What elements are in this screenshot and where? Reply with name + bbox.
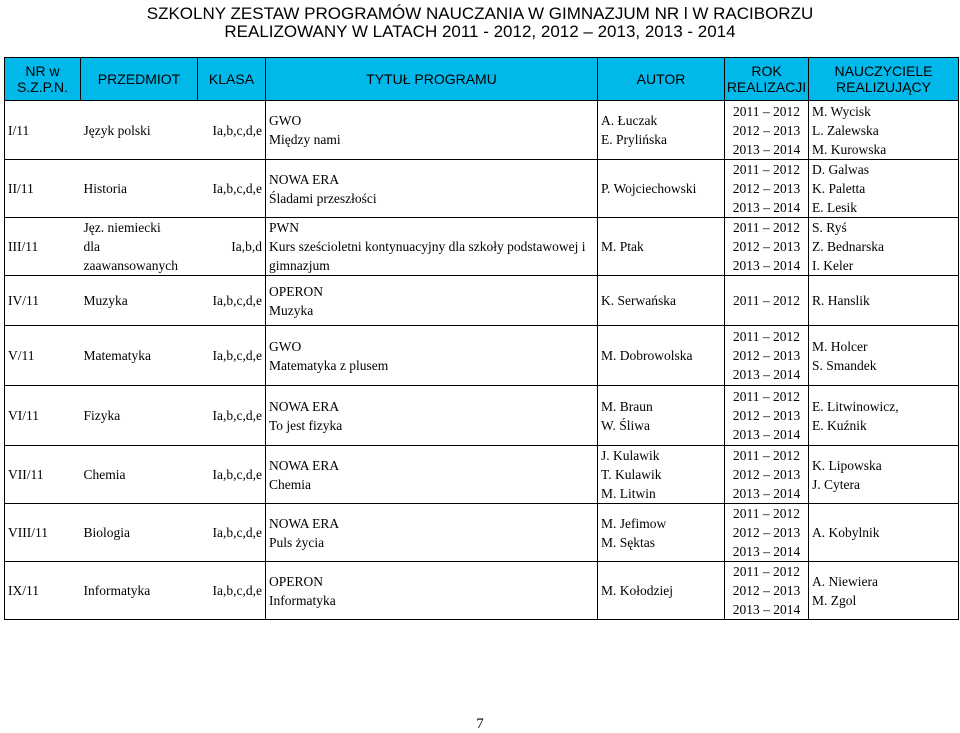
col-header-teachers: NAUCZYCIELE REALIZUJĄCY <box>809 58 959 101</box>
row-nr: III/11 <box>5 218 81 276</box>
row-subject: Informatyka <box>81 562 198 620</box>
col-header-rok: ROK REALIZACJI <box>725 58 809 101</box>
table-row <box>5 218 959 276</box>
row-years: 2011 – 2012 2012 – 2013 2013 – 2014 <box>725 446 809 504</box>
row-program-title: Muzyka <box>269 302 314 318</box>
table-row <box>5 562 959 620</box>
row-years: 2011 – 2012 2012 – 2013 2013 – 2014 <box>725 160 809 218</box>
row-teachers: M. Holcer S. Smandek <box>809 326 959 386</box>
row-program-publisher: OPERON <box>269 573 324 589</box>
row-program <box>266 276 598 326</box>
row-years: 2011 – 2012 2012 – 2013 2013 – 2014 <box>725 562 809 620</box>
row-teachers: A. Kobylnik <box>809 504 959 562</box>
row-author: M. Kołodziej <box>598 562 725 620</box>
row-teachers: K. Lipowska J. Cytera <box>809 446 959 504</box>
row-nr: VII/11 <box>5 446 81 504</box>
row-program-title: To jest fizyka <box>269 417 343 433</box>
row-program <box>266 326 598 386</box>
row-klasa: Ia,b,c,d,e <box>198 446 266 504</box>
row-nr: VIII/11 <box>5 504 81 562</box>
row-author: K. Serwańska <box>598 276 725 326</box>
row-program-title: Chemia <box>269 476 311 492</box>
row-teachers: D. Galwas K. Paletta E. Lesik <box>809 160 959 218</box>
row-klasa: Ia,b,c,d,e <box>198 276 266 326</box>
col-header-klasa: KLASA <box>198 58 266 101</box>
row-program <box>266 101 598 160</box>
row-author: M. Jefimow M. Sęktas <box>598 504 725 562</box>
row-program-title: Matematyka z plusem <box>269 357 389 373</box>
row-program-title: Puls życia <box>269 534 325 550</box>
row-subject: Język polski <box>81 101 198 160</box>
row-program <box>266 504 598 562</box>
row-years: 2011 – 2012 2012 – 2013 2013 – 2014 <box>725 386 809 446</box>
row-nr: VI/11 <box>5 386 81 446</box>
row-program <box>266 160 598 218</box>
row-program-title: Śladami przeszłości <box>269 190 377 206</box>
row-program-publisher: NOWA ERA <box>269 398 340 414</box>
row-author: A. Łuczak E. Prylińska <box>598 101 725 160</box>
row-klasa: Ia,b,c,d,e <box>198 160 266 218</box>
row-years: 2011 – 2012 <box>725 276 809 326</box>
row-teachers: R. Hanslik <box>809 276 959 326</box>
document-title-line-2: REALIZOWANY W LATACH 2011 - 2012, 2012 – 2013, 2013 - 2014 <box>224 22 736 41</box>
row-program-title: Informatyka <box>269 592 336 608</box>
table-row <box>5 101 959 160</box>
row-program-publisher: OPERON <box>269 283 324 299</box>
row-program-publisher: NOWA ERA <box>269 457 340 473</box>
table-header-row <box>5 58 959 101</box>
row-author: M. Ptak <box>598 218 725 276</box>
row-subject: Matematyka <box>81 326 198 386</box>
table-row <box>5 276 959 326</box>
row-nr: I/11 <box>5 101 81 160</box>
document-title-line-1: SZKOLNY ZESTAW PROGRAMÓW NAUCZANIA W GIMNAZJUM NR l W RACIBORZU <box>146 4 814 23</box>
table-row <box>5 160 959 218</box>
row-subject: Fizyka <box>81 386 198 446</box>
col-header-program: TYTUŁ PROGRAMU <box>266 58 598 101</box>
row-program-publisher: NOWA ERA <box>269 515 340 531</box>
row-years: 2011 – 2012 2012 – 2013 2013 – 2014 <box>725 504 809 562</box>
col-header-subject: PRZEDMIOT <box>81 58 198 101</box>
row-subject: Chemia <box>81 446 198 504</box>
row-nr: IV/11 <box>5 276 81 326</box>
row-klasa: Ia,b,c,d,e <box>198 101 266 160</box>
table-row <box>5 446 959 504</box>
row-nr: II/11 <box>5 160 81 218</box>
row-years: 2011 – 2012 2012 – 2013 2013 – 2014 <box>725 326 809 386</box>
table-row <box>5 504 959 562</box>
row-nr: IX/11 <box>5 562 81 620</box>
row-author: M. Dobrowolska <box>598 326 725 386</box>
row-author: J. Kulawik T. Kulawik M. Litwin <box>598 446 725 504</box>
row-author: P. Wojciechowski <box>598 160 725 218</box>
row-subject: Historia <box>81 160 198 218</box>
row-nr: V/11 <box>5 326 81 386</box>
curriculum-table <box>4 57 959 620</box>
row-teachers: M. Wycisk L. Zalewska M. Kurowska <box>809 101 959 160</box>
row-program <box>266 562 598 620</box>
row-program <box>266 218 598 276</box>
row-program-publisher: NOWA ERA <box>269 171 340 187</box>
row-program-publisher: PWN <box>269 220 299 235</box>
row-teachers: A. Niewiera M. Zgol <box>809 562 959 620</box>
row-program <box>266 386 598 446</box>
row-program-publisher: GWO <box>269 113 302 128</box>
row-program-title: Kurs sześcioletni kontynuacyjny dla szkoły podstawowej i gimnazjum <box>269 239 586 273</box>
row-klasa: Ia,b,c,d,e <box>198 562 266 620</box>
table-row <box>5 386 959 446</box>
col-header-author: AUTOR <box>598 58 725 101</box>
row-klasa: Ia,b,c,d,e <box>198 386 266 446</box>
row-subject: Jęz. niemiecki dla zaawansowanych <box>81 218 198 276</box>
row-program-title: Między nami <box>269 132 341 147</box>
row-subject: Biologia <box>81 504 198 562</box>
row-program <box>266 446 598 504</box>
col-header-nr: NR w S.Z.P.N. <box>5 58 81 101</box>
table-row <box>5 326 959 386</box>
row-teachers: E. Litwinowicz, E. Kuźnik <box>809 386 959 446</box>
row-klasa: Ia,b,c,d,e <box>198 326 266 386</box>
row-years: 2011 – 2012 2012 – 2013 2013 – 2014 <box>725 101 809 160</box>
row-klasa: Ia,b,c,d,e <box>198 504 266 562</box>
row-years: 2011 – 2012 2012 – 2013 2013 – 2014 <box>725 218 809 276</box>
row-program-publisher: GWO <box>269 338 302 354</box>
page-number: 7 <box>476 716 484 732</box>
row-teachers: S. Ryś Z. Bednarska I. Keler <box>809 218 959 276</box>
row-subject: Muzyka <box>81 276 198 326</box>
row-klasa: Ia,b,d <box>198 218 266 276</box>
row-author: M. Braun W. Śliwa <box>598 386 725 446</box>
